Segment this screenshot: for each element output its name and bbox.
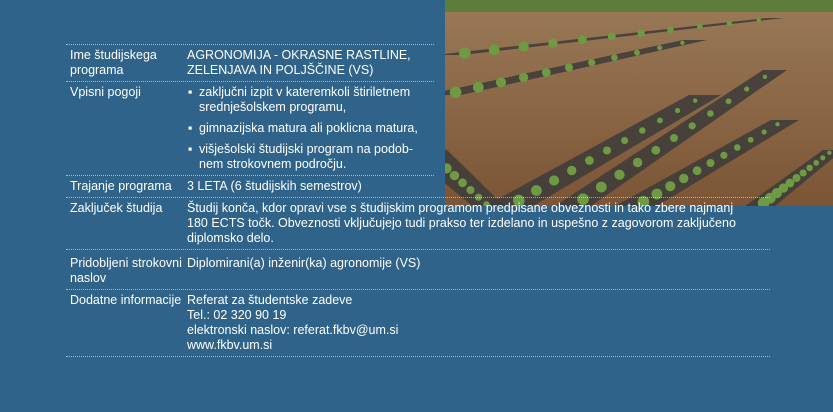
bullet-icon: ▪ xyxy=(188,121,193,135)
field-horizon xyxy=(445,0,833,12)
value-line: ZELENJAVA IN POLJŠČINE (VS) xyxy=(187,63,374,77)
plant xyxy=(786,179,795,188)
contact-label xyxy=(66,293,187,353)
title-value xyxy=(187,256,420,286)
label-line: Vpisni pogoji xyxy=(70,85,141,99)
plant xyxy=(727,21,732,26)
item-line: višješolski študijski program na podob- xyxy=(199,142,413,156)
plant xyxy=(820,155,825,160)
value-line: Diplomirani(a) inženir(ka) agronomije (VS) xyxy=(187,256,421,270)
item-line: nem strokovnem področju. xyxy=(199,157,347,171)
title-label xyxy=(66,256,187,286)
label-line: programa xyxy=(70,63,124,77)
item-line: zaključni izpit v kateremkoli štiriletnem xyxy=(199,85,411,99)
plant xyxy=(638,30,645,37)
label-line: Ime študijskega xyxy=(70,48,157,62)
phone-line: Tel.: 02 320 90 19 xyxy=(187,308,287,322)
title-row xyxy=(66,249,770,289)
admission-list xyxy=(187,85,434,172)
program-name-row xyxy=(66,44,434,81)
list-item xyxy=(187,142,434,172)
value-line: diplomsko delo. xyxy=(187,231,274,245)
program-info-table xyxy=(66,44,770,357)
list-item xyxy=(187,121,434,136)
contact-row xyxy=(66,289,770,357)
plant xyxy=(793,174,801,182)
label-line: Pridobljeni xyxy=(70,256,129,270)
completion-row xyxy=(66,197,770,249)
plant xyxy=(775,122,779,126)
plant xyxy=(667,27,674,34)
plant xyxy=(697,24,703,30)
item-line: gimnazijska matura ali poklicna matura, xyxy=(199,121,418,135)
contact-value xyxy=(187,293,398,353)
value-line: 3 LETA (6 študijskih semestrov) xyxy=(187,179,362,193)
duration-value xyxy=(187,179,362,194)
label-line: Dodatne xyxy=(70,293,118,307)
admission-row xyxy=(66,81,434,175)
value-line: 180 ECTS točk. Obveznosti vključujejo tudi prakso ter izdelano in uspešno z zagovorom zaključeno xyxy=(187,216,736,230)
item-line: srednješolskem programu, xyxy=(199,100,347,114)
program-name-value xyxy=(187,48,427,78)
duration-label xyxy=(66,179,187,194)
plant xyxy=(806,165,813,172)
admission-label xyxy=(66,85,187,172)
completion-label xyxy=(66,201,187,246)
plant xyxy=(757,18,761,22)
duration-row xyxy=(66,175,434,197)
list-item xyxy=(187,85,434,115)
value-line: AGRONOMIJA - OKRASNE RASTLINE, xyxy=(187,48,411,62)
label-line: programa xyxy=(118,179,172,193)
email-line: elektronski naslov: referat.fkbv@um.si xyxy=(187,323,399,337)
completion-value xyxy=(187,201,736,246)
office-line: Referat za študentske zadeve xyxy=(187,293,353,307)
label-line: informacije xyxy=(120,293,182,307)
plant xyxy=(813,160,819,166)
bullet-icon: ▪ xyxy=(188,142,193,156)
plant xyxy=(800,169,807,176)
plant xyxy=(608,33,616,41)
program-name-label xyxy=(66,48,187,78)
admission-value xyxy=(187,85,434,172)
plant xyxy=(827,151,831,155)
bullet-icon: ▪ xyxy=(188,85,193,99)
label-line: strokovni naslov xyxy=(70,256,182,285)
value-line: Študij konča, kdor opravi vse s študijskim programom predpisane obveznosti in tako zbere najmanj xyxy=(187,201,734,215)
label-line: Trajanje xyxy=(70,179,115,193)
label-line: Zaključek študija xyxy=(70,201,163,215)
website-link[interactable]: www.fkbv.um.si xyxy=(187,338,273,352)
plant xyxy=(578,35,587,44)
